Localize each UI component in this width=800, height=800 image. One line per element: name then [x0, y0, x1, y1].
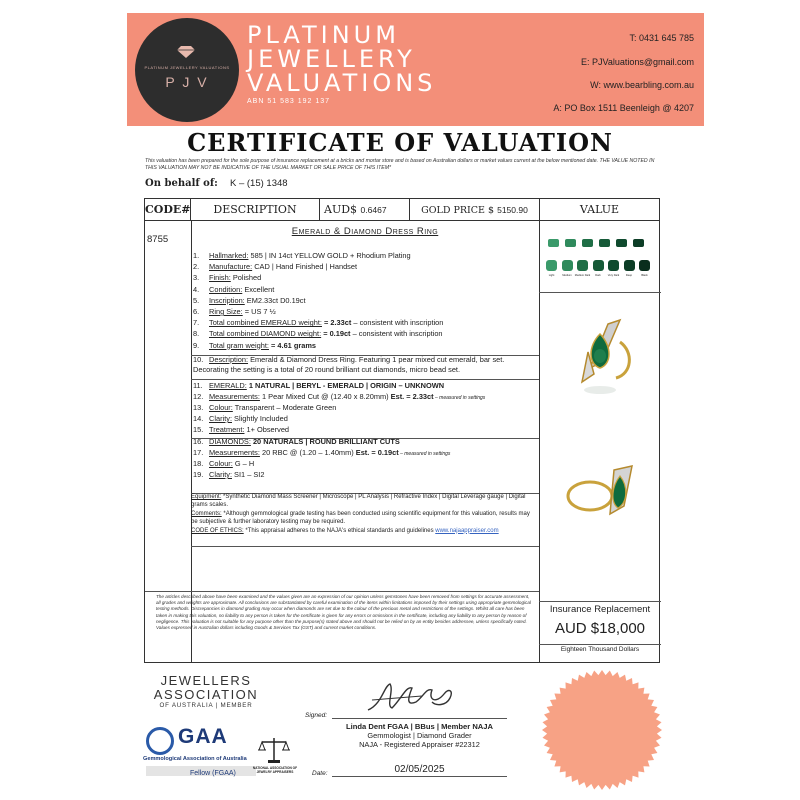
row-note: – consistent with inscription — [350, 329, 443, 339]
row-n: 19. — [193, 470, 204, 479]
equipment-label: Equipment: — [191, 494, 222, 500]
detail-row — [193, 414, 288, 424]
logo-initials: P J V — [165, 74, 209, 90]
row-text: Polished — [230, 273, 262, 283]
aud-value: 0.6467 — [360, 205, 387, 215]
row-bold: = 2.33ct — [321, 318, 352, 328]
detail-row — [193, 437, 400, 447]
signature-line — [332, 718, 507, 719]
value-divider — [539, 601, 661, 602]
detail-row — [193, 448, 450, 459]
row-text: 20 RBC @ (1.20 – 1.40mm) — [259, 448, 356, 457]
row-bold: = 4.61 grams — [268, 340, 317, 350]
row-bold: Est. = 0.19ct — [355, 448, 399, 457]
row-n: 13. — [193, 403, 204, 412]
header-aud — [320, 199, 410, 221]
row-label: Inscription: — [209, 295, 245, 305]
insurance-words: Eighteen Thousand Dollars — [560, 646, 640, 653]
row-label: Measurements: — [209, 392, 260, 401]
row-label: Total combined EMERALD weight: — [209, 318, 322, 328]
item-title: Emerald & Diamond Dress Ring — [291, 226, 439, 237]
row-text: 1+ Observed — [244, 425, 290, 434]
row-divider — [191, 379, 539, 380]
comments-note — [191, 510, 536, 527]
row-text: EM2.33ct D0.19ct — [244, 295, 306, 305]
emerald-tone-swatch — [593, 260, 604, 271]
gaa-logo-text: GAA — [178, 725, 228, 748]
legal-disclaimer: The articles described above have been examined and the values given are an expression of our opinion unless gemstones have been removed from settings for accurate assessment, all grades and weights are approximate. All conclusions are substantiated by careful examination of the items within limitations imposed by their settings using appropriate gemmological testing methods. Discrepancies in diamond grading may occur when diamonds are set due to the colour of the precious metal and restrictions of the settings. Whilst all care has been taken in making this valuation, no liability to any person is taken for the certificate is given for any errors or omissions in the certificate, including any liability to any person by reason of negligence. This valuation is not suitable for any purpose other than the purpose(s) stated above and should not be relied on by an entity besides addressee, unless specifically noted. Values expressed in Australian dollars including Goods & Services Tax (GST) and current market conditions. — [156, 594, 531, 631]
gold-price-value: 5150.90 — [497, 205, 528, 215]
brand-name — [247, 23, 436, 95]
emerald-swatch — [616, 239, 627, 247]
emerald-swatch — [548, 239, 559, 247]
swatch-label: Medium Dark — [574, 274, 591, 277]
certificate-title: CERTIFICATE OF VALUATION — [187, 128, 613, 157]
emerald-swatch — [633, 239, 644, 247]
insurance-value: AUD $18,000 — [554, 620, 646, 637]
valuation-disclaimer: This valuation has been prepared for the sole purpose of insurance replacement at a bricks and mortar store and is based on Australian dollars or market values current at the below mentioned date. THE VALUE NOTED IN THIS VALUATION MAY NOT BE INDICATIVE OF THE USUAL MARKET OR SALE PRICE OF THIS ITEM* — [145, 158, 655, 171]
row-text: Emerald & Diamond Dress Ring. Featuring 1 pear mixed cut emerald, bar set. Decorating the setting is a total of 20 round brilliant cut diamonds, micro bead set. — [193, 355, 505, 374]
emerald-tone-swatch — [639, 260, 650, 271]
header-value: VALUE — [540, 199, 659, 221]
row-note: – consistent with inscription — [351, 318, 444, 328]
row-label: Description: — [209, 355, 249, 364]
row-number: 10. — [193, 355, 204, 364]
notes-block — [191, 493, 536, 535]
signer-title: Gemmologist | Diamond Grader — [367, 731, 472, 740]
item-code: 8755 — [147, 234, 169, 245]
contact-phone: T: 0431 645 785 — [629, 33, 694, 43]
aud-label: AUD$ — [324, 203, 358, 216]
column-divider — [539, 221, 540, 662]
row-n: 11. — [193, 381, 203, 390]
contact-email[interactable]: E: PJValuations@gmail.com — [580, 57, 694, 67]
gold-price-label: GOLD PRICE $ — [421, 205, 495, 216]
detail-row — [193, 403, 336, 413]
emerald-tone-swatch — [608, 260, 619, 271]
row-label: Clarity: — [209, 470, 232, 479]
row-label: Clarity: — [209, 414, 232, 423]
pjv-logo — [135, 18, 239, 122]
ring-photo-top — [560, 312, 640, 397]
row-label: DIAMONDS: — [209, 437, 251, 446]
insurance-label: Insurance Replacement — [549, 604, 651, 615]
row-label: Colour: — [209, 459, 233, 468]
swatch-label: Dark — [595, 274, 601, 277]
row-bold: 20 NATURALS | ROUND BRILLIANT CUTS — [250, 437, 400, 446]
date-line — [332, 776, 507, 777]
abn-number: ABN 51 583 192 137 — [247, 98, 330, 105]
equipment-note — [191, 493, 536, 510]
naja-logo-text: NATIONAL ASSOCIATION OF JEWELRY APPRAISERS — [252, 766, 298, 774]
row-text: = US 7 ½ — [242, 307, 276, 316]
letterhead-banner — [127, 13, 704, 126]
detail-row — [193, 307, 276, 317]
row-label: Hallmarked: — [209, 251, 249, 260]
row-bold: 1 NATURAL | BERYL - EMERALD | ORIGIN – UNKNOWN — [246, 381, 445, 390]
row-n: 2. — [193, 262, 200, 272]
ethics-note — [191, 527, 536, 535]
detail-row — [193, 318, 443, 328]
signed-label: Signed: — [305, 712, 328, 719]
emerald-tone-swatch — [562, 260, 573, 271]
row-n: 8. — [193, 329, 200, 339]
row-n: 5. — [193, 295, 200, 305]
row-label: Total combined DIAMOND weight: — [209, 329, 322, 339]
row-n: 1. — [193, 251, 200, 260]
detail-row — [193, 273, 261, 283]
row-n: 15. — [193, 425, 204, 434]
detail-row — [193, 459, 254, 469]
detail-row — [193, 285, 274, 295]
row-label: Colour: — [209, 403, 233, 412]
row-n: 6. — [193, 307, 200, 316]
header-code: CODE# — [145, 199, 191, 221]
row-text: 1 Pear Mixed Cut @ (12.40 x 8.20mm) — [259, 392, 391, 401]
diamond-icon — [177, 46, 195, 58]
brand-line-2: JEWELLERY — [247, 45, 416, 73]
comments-text: *Although gemmological grade testing has been conducted using scientific equipment for this valuation, results may be subjective & further laboratory testing may be required. — [191, 510, 530, 526]
row-n: 16. — [193, 437, 204, 446]
date-value: 02/05/2025 — [394, 764, 445, 775]
row-text: Transparent – Moderate Green — [232, 403, 337, 412]
gaa-globe-icon — [146, 727, 174, 755]
row-text: 585 | IN 14ct YELLOW GOLD + Rhodium Plating — [248, 251, 411, 260]
row-n: 18. — [193, 459, 204, 468]
signer-registration: NAJA - Registered Appraiser #22312 — [359, 740, 480, 749]
brand-line-1: PLATINUM — [247, 21, 400, 49]
row-n: 14. — [193, 414, 204, 423]
fellow-label: Fellow (FGAA) — [190, 770, 236, 777]
row-divider — [145, 591, 539, 592]
emerald-swatch — [582, 239, 593, 247]
row-label: EMERALD: — [209, 381, 247, 390]
value-divider — [539, 292, 661, 293]
gaa-full-name: Gemmological Association of Australia — [143, 756, 247, 762]
behalf-value: K – (15) 1348 — [230, 178, 288, 189]
detail-row — [193, 425, 289, 435]
swatch-label: Black — [641, 274, 648, 277]
row-text: CAD | Hand Finished | Handset — [252, 262, 358, 272]
value-divider — [539, 644, 661, 645]
ethics-label: CODE OF ETHICS: — [191, 527, 244, 534]
naja-link[interactable]: www.najaappraiser.com — [435, 527, 499, 534]
ethics-text: *This appraisal adheres to the NAJA's ethical standards and guidelines — [243, 527, 436, 534]
contact-website[interactable]: W: www.bearbling.com.au — [590, 80, 694, 90]
row-n: 7. — [193, 318, 200, 328]
row-bold: = 0.19ct — [321, 329, 351, 339]
header-description: DESCRIPTION — [191, 199, 320, 221]
jewellers-line-2: ASSOCIATION — [153, 687, 259, 702]
emerald-tone-swatch — [546, 260, 557, 271]
emerald-tone-swatch — [577, 260, 588, 271]
row-label: Treatment: — [209, 425, 245, 434]
row-text: SI1 – SI2 — [232, 470, 265, 479]
row-small: – measured in settings — [433, 395, 486, 401]
row-description — [193, 355, 533, 375]
detail-row — [193, 392, 485, 403]
detail-row — [193, 341, 316, 351]
row-n: 9. — [193, 340, 200, 350]
row-label: Manufacture: — [209, 262, 253, 272]
behalf-label: On behalf of: — [145, 178, 218, 189]
row-label: Finish: — [209, 273, 231, 283]
detail-row — [193, 381, 444, 391]
logo-tagline: PLATINUM JEWELLERY VALUATIONS — [144, 65, 230, 70]
row-n: 4. — [193, 284, 200, 294]
detail-row — [193, 329, 443, 339]
row-label: Condition: — [209, 284, 243, 294]
row-n: 12. — [193, 392, 204, 401]
detail-row — [193, 470, 264, 480]
row-label: Measurements: — [209, 448, 260, 457]
emerald-swatch — [599, 239, 610, 247]
row-label: Total gram weight: — [209, 340, 269, 350]
detail-row — [193, 251, 411, 261]
swatch-label: Medium — [562, 274, 572, 277]
brand-line-3: VALUATIONS — [247, 69, 437, 97]
jewellers-line-1: JEWELLERS — [160, 673, 252, 688]
row-label: Ring Size: — [209, 307, 243, 316]
scales-of-justice-icon — [258, 736, 290, 764]
jewellers-association-logo — [146, 674, 266, 702]
row-divider — [191, 546, 539, 547]
row-text: Excellent — [242, 284, 275, 294]
signer-name: Linda Dent FGAA | BBus | Member NAJA — [346, 722, 493, 731]
date-label: Date: — [312, 770, 328, 777]
row-small: – measured in settings — [398, 451, 451, 457]
swatch-label: Light — [548, 274, 555, 277]
seal-shape — [542, 670, 662, 790]
row-bold: Est. = 2.33ct — [390, 392, 434, 401]
detail-row — [193, 262, 357, 272]
emerald-swatch — [565, 239, 576, 247]
row-text: G – H — [232, 459, 255, 468]
handwritten-signature — [362, 676, 462, 718]
emerald-tone-swatch — [624, 260, 635, 271]
row-text: Slightly Included — [232, 414, 288, 423]
header-gold-price — [410, 199, 540, 221]
row-n: 3. — [193, 273, 200, 283]
comments-label: Comments: — [191, 510, 222, 517]
swatch-label: Very Dark — [607, 274, 620, 277]
certificate-seal — [540, 668, 664, 792]
jewellers-association-sub: OF AUSTRALIA | MEMBER — [159, 702, 253, 709]
swatch-label: Deep — [625, 274, 633, 277]
detail-row — [193, 296, 306, 306]
equipment-text: *Synthetic Diamond Mass Screener | Microscope | PL Analysis | Refractive Index | Digital Leverage gauge | Digital grams scales. — [191, 494, 526, 509]
ring-photo-side — [562, 462, 642, 522]
contact-address: A: PO Box 1511 Beenleigh @ 4207 — [553, 103, 694, 113]
row-n: 17. — [193, 448, 204, 457]
